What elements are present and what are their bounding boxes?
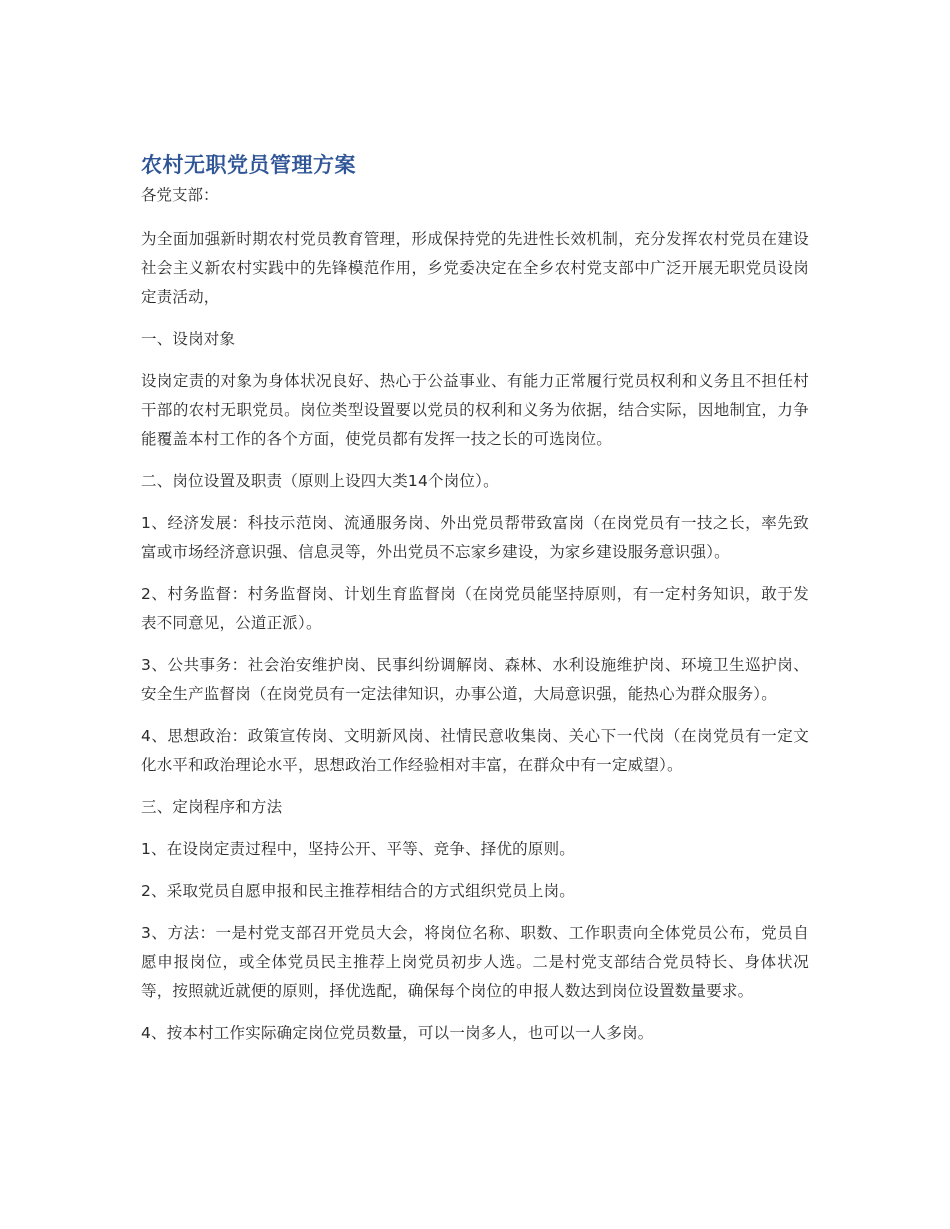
list-item: 2、采取党员自愿申报和民主推荐相结合的方式组织党员上岗。	[141, 882, 575, 900]
section-heading-3: 三、定岗程序和方法	[141, 798, 283, 816]
list-item: 3、方法：一是村党支部召开党员大会，将岗位名称、职数、工作职责向全体党员公布，党员自愿申报岗位，或全体党员民主推荐上岗党员初步人选。二是村党支部结合党员特长、身体状况等，按照就近就便的原则，择优选配，确保每个岗位的申报人数达到岗位设置数量要求。	[141, 924, 809, 1000]
list-item: 4、按本村工作实际确定岗位党员数量，可以一岗多人，也可以一人多岗。	[141, 1024, 654, 1042]
list-item: 3、公共事务：社会治安维护岗、民事纠纷调解岗、森林、水利设施维护岗、环境卫生巡护岗、安全生产监督岗（在岗党员有一定法律知识，办事公道，大局意识强，能热心为群众服务）。	[141, 656, 809, 703]
document-page	[141, 150, 809, 1048]
section-heading-2: 二、岗位设置及职责（原则上设四大类14个岗位）。	[141, 472, 499, 490]
list-item: 4、思想政治：政策宣传岗、文明新风岗、社情民意收集岗、关心下一代岗（在岗党员有一定文化水平和政治理论水平，思想政治工作经验相对丰富，在群众中有一定威望）。	[141, 727, 809, 774]
list-item: 1、经济发展：科技示范岗、流通服务岗、外出党员帮带致富岗（在岗党员有一技之长，率先致富或市场经济意识强、信息灵等，外出党员不忘家乡建设，为家乡建设服务意识强）。	[141, 514, 809, 561]
salutation: 各党支部：	[141, 186, 219, 204]
paragraph: 设岗定责的对象为身体状况良好、热心于公益事业、有能力正常履行党员权利和义务且不担任村干部的农村无职党员。岗位类型设置要以党员的权利和义务为依据，结合实际，因地制宜，力争能覆盖本村工作的各个方面，使党员都有发挥一技之长的可选岗位。	[141, 372, 809, 448]
intro-paragraph: 为全面加强新时期农村党员教育管理，形成保持党的先进性长效机制，充分发挥农村党员在建设社会主义新农村实践中的先锋模范作用，乡党委决定在全乡农村党支部中广泛开展无职党员设岗定责活动，	[141, 230, 809, 306]
section-heading-1: 一、设岗对象	[141, 330, 236, 348]
document-title: 农村无职党员管理方案	[141, 153, 356, 177]
list-item: 1、在设岗定责过程中，坚持公开、平等、竞争、择优的原则。	[141, 840, 575, 858]
list-item: 2、村务监督：村务监督岗、计划生育监督岗（在岗党员能坚持原则，有一定村务知识，敢于发表不同意见，公道正派）。	[141, 585, 809, 632]
